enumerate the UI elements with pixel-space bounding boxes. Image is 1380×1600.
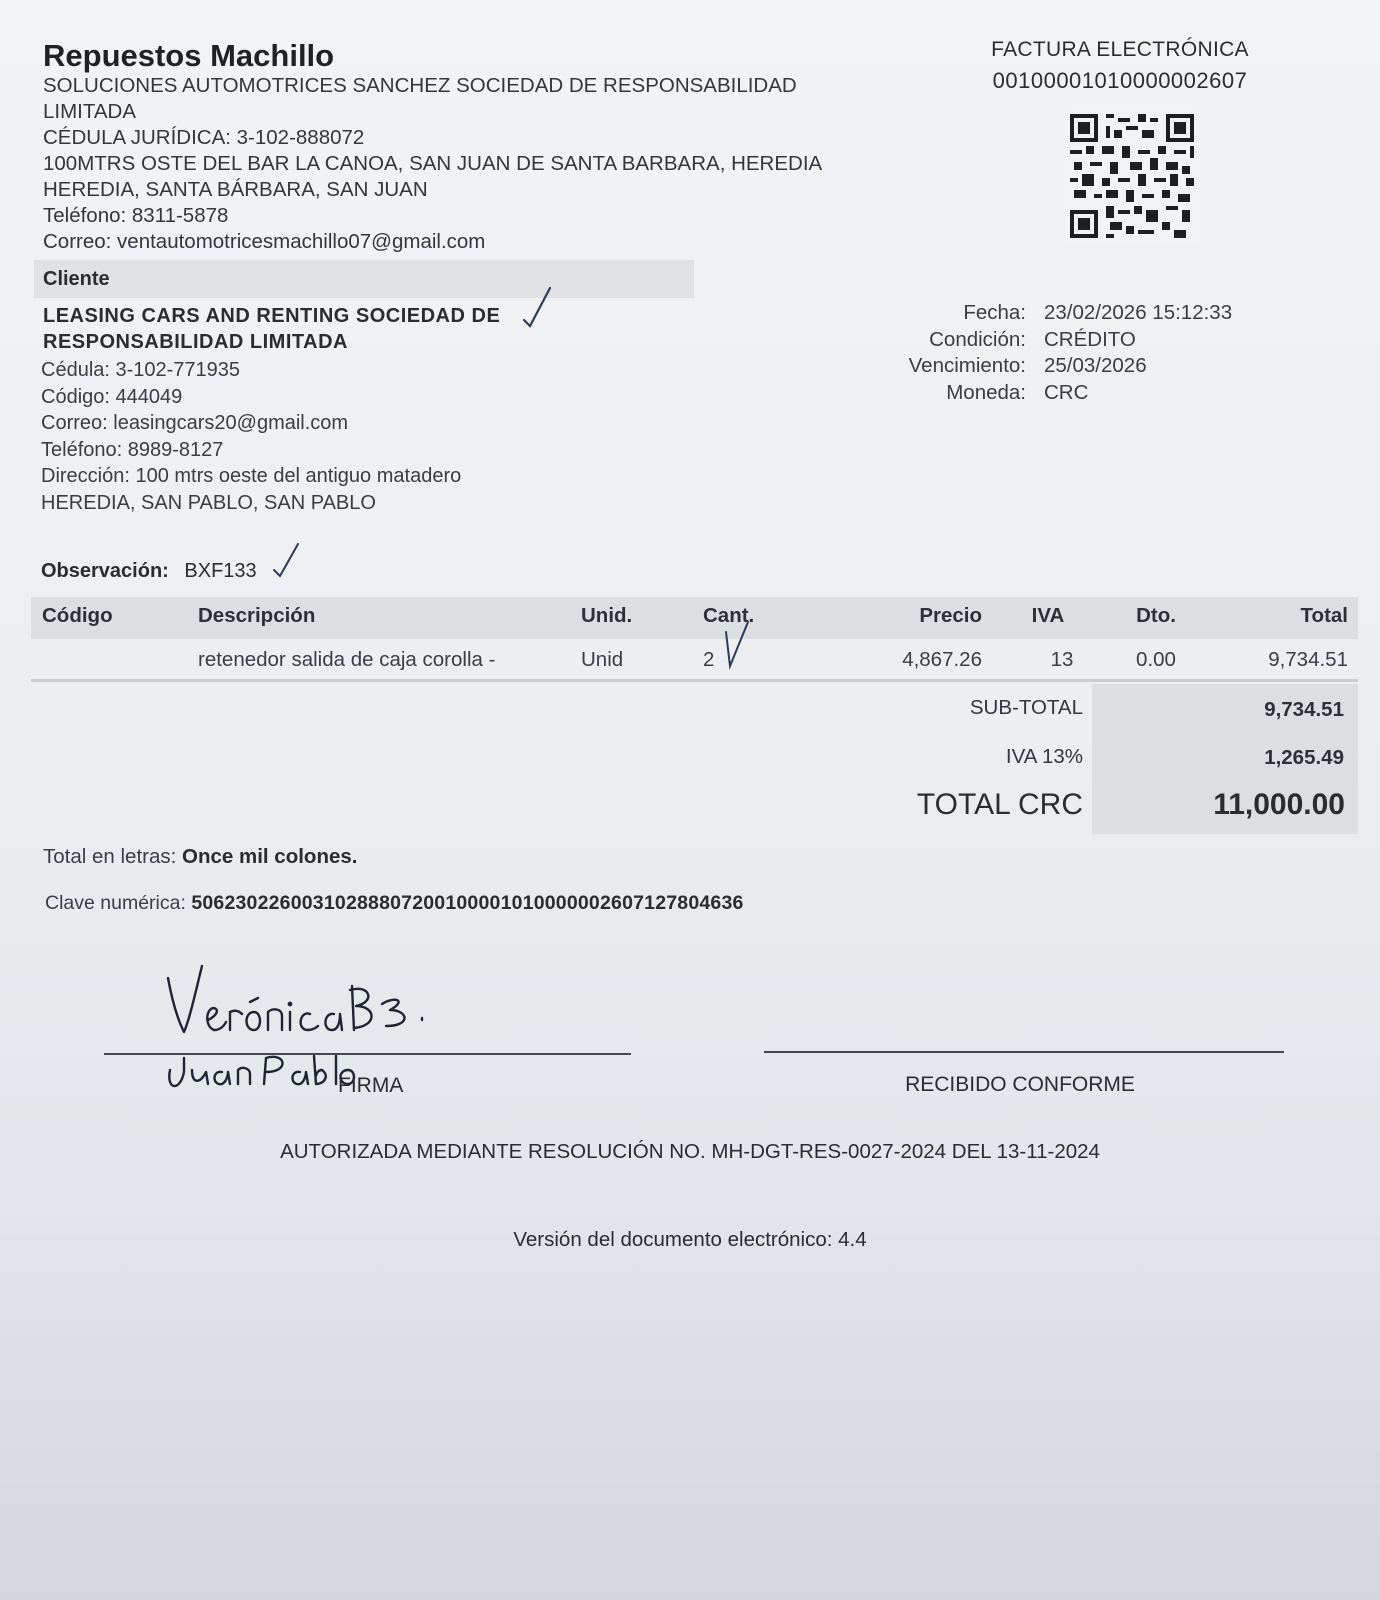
client-name-line-1: LEASING CARS AND RENTING SOCIEDAD DE [43,305,501,327]
handwritten-check-mark [722,620,762,670]
cell-unid: Unid [581,648,624,671]
client-phone: Teléfono: 8989-8127 [41,438,224,461]
authorization-note: AUTORIZADA MEDIANTE RESOLUCIÓN NO. MH-DGT-RES-0027-2024 DEL 13-11-2024 [280,1140,1100,1163]
handwritten-signature [150,960,510,1110]
col-header-cant: Cant. [703,604,755,627]
observation [41,560,257,583]
meta-key: Fecha: [963,301,1026,324]
issuer-trade-name: Repuestos Machillo [43,38,335,73]
table-bottom-rule [31,679,1358,682]
meta-key: Vencimiento: [908,354,1026,377]
cell-cant: 2 [703,648,715,671]
observation-value: BXF133 [184,560,257,582]
observation-label: Observación: [41,560,169,582]
iva-value: 1,265.49 [1264,746,1344,769]
client-details [41,357,461,516]
meta-row-condicion [860,327,1232,354]
meta-row-vencimiento [860,353,1232,380]
iva-label: IVA 13% [1005,745,1083,768]
client-name [43,303,500,355]
meta-value: CRC [1044,380,1089,404]
handwritten-check-mark [520,284,560,334]
firma-label: FIRMA [338,1074,404,1097]
meta-value: 25/03/2026 [1044,354,1147,377]
meta-row-moneda [860,380,1232,407]
total-value: 11,000.00 [1213,788,1345,821]
col-header-codigo: Código [42,604,113,627]
issuer-address-2: HEREDIA, SANTA BÁRBARA, SAN JUAN [43,178,428,201]
issuer-cedula: CÉDULA JURÍDICA: 3-102-888072 [43,126,365,149]
numeric-key-value: 50623022600310288807200100001010000002607127804636 [191,892,744,914]
invoice-meta [860,300,1232,406]
col-header-total: Total [1300,604,1348,627]
qr-code-icon [1066,110,1198,242]
cell-dto: 0.00 [1136,648,1176,671]
recibido-conforme-label: RECIBIDO CONFORME [905,1073,1135,1096]
client-email: Correo: leasingcars20@gmail.com [41,412,349,434]
cell-descripcion: retenedor salida de caja corolla - [198,648,496,671]
document-type: FACTURA ELECTRÓNICA [991,38,1249,61]
client-section-bar [34,260,694,298]
signature-line-firma [104,1053,631,1055]
handwritten-check-mark [272,540,312,590]
meta-key: Condición: [929,327,1026,351]
meta-key: Moneda: [946,380,1026,404]
client-section-label: Cliente [43,268,110,290]
signature-line-recibido [764,1051,1284,1053]
issuer-email: Correo: ventautomotricesmachillo07@gmail.com [43,230,486,253]
total-in-words-label: Total en letras: [43,845,177,868]
meta-row-fecha [860,300,1232,327]
total-in-words [43,845,357,869]
numeric-key-label: Clave numérica: [45,892,186,914]
cell-total: 9,734.51 [1268,648,1348,671]
document-version: Versión del documento electrónico: 4.4 [513,1228,867,1251]
client-codigo: Código: 444049 [41,385,183,408]
total-in-words-value: Once mil colones. [182,845,358,868]
issuer-legal-name-2: LIMITADA [43,100,137,123]
client-address-1: Dirección: 100 mtrs oeste del antiguo matadero [41,465,462,487]
issuer-phone: Teléfono: 8311-5878 [43,204,229,227]
subtotal-label: SUB-TOTAL [969,696,1083,719]
subtotal-value: 9,734.51 [1264,698,1344,721]
meta-value: CRÉDITO [1044,327,1136,351]
client-name-line-2: RESPONSABILIDAD LIMITADA [43,331,348,353]
cell-precio: 4,867.26 [902,648,982,671]
cell-iva: 13 [1050,648,1074,671]
client-address-2: HEREDIA, SAN PABLO, SAN PABLO [41,491,376,514]
document-number: 00100001010000002607 [992,68,1248,93]
issuer-address-1: 100MTRS OSTE DEL BAR LA CANOA, SAN JUAN DE SANTA BARBARA, HEREDIA [43,152,823,175]
numeric-key [45,892,744,915]
issuer-legal-name-1: SOLUCIONES AUTOMOTRICES SANCHEZ SOCIEDAD DE RESPONSABILIDAD [43,74,797,97]
client-cedula: Cédula: 3-102-771935 [41,359,241,381]
issuer-details [43,73,903,255]
col-header-descripcion: Descripción [198,604,316,627]
col-header-dto: Dto. [1136,604,1176,627]
col-header-precio: Precio [919,604,982,627]
total-label: TOTAL CRC [916,788,1083,821]
col-header-iva: IVA [1031,604,1065,627]
col-header-unid: Unid. [581,604,633,627]
meta-value: 23/02/2026 15:12:33 [1044,301,1233,324]
